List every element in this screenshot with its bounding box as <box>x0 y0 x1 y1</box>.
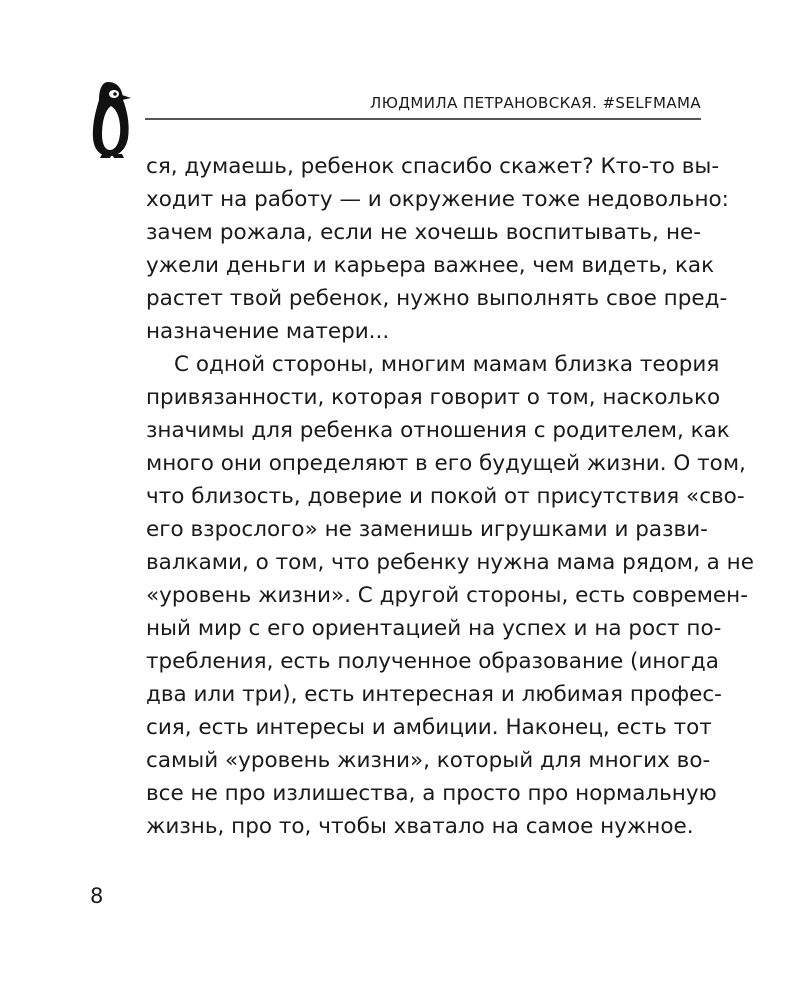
text-line: «уровень жизни». С другой стороны, есть современ- <box>146 583 748 608</box>
text-line: что близость, доверие и покой от присутствия «сво- <box>146 484 745 509</box>
penguin-icon <box>90 80 132 158</box>
text-line: жизнь, про то, чтобы хватало на самое нужное. <box>146 814 694 839</box>
text-line: все не про излишества, а просто про нормальную <box>146 781 717 806</box>
text-line: два или три), есть интересная и любимая профес- <box>146 682 722 707</box>
text-line: привязанности, которая говорит о том, насколько <box>146 385 721 410</box>
text-line: много они определяют в его будущей жизни. О том, <box>146 451 746 476</box>
text-line: С одной стороны, многим мамам близка теория <box>174 352 720 377</box>
running-head: ЛЮДМИЛА ПЕТРАНОВСКАЯ. #SELFMAMA <box>370 94 701 112</box>
text-line: валками, о том, что ребенку нужна мама рядом, а не <box>146 550 754 575</box>
text-line: растет твой ребенок, нужно выполнять свое пред- <box>146 286 728 311</box>
text-line: самый «уровень жизни», который для многих во- <box>146 748 711 773</box>
text-line: его взрослого» не заменишь игрушками и разви- <box>146 517 708 542</box>
text-line: значимы для ребенка отношения с родителем, как <box>146 418 730 443</box>
text-line: зачем рожала, если не хочешь воспитывать, не- <box>146 220 701 245</box>
body-text <box>146 150 754 843</box>
text-line: требления, есть полученное образование (иногда <box>146 649 719 674</box>
text-line: ужели деньги и карьера важнее, чем видеть, как <box>146 253 715 278</box>
text-line: ходит на работу — и окружение тоже недовольно: <box>146 187 729 212</box>
text-line: ся, думаешь, ребенок спасибо скажет? Кто-то вы- <box>146 154 720 179</box>
header-rule <box>145 118 701 120</box>
text-line: сия, есть интересы и амбиции. Наконец, есть тот <box>146 715 712 740</box>
text-line: ный мир с его ориентацией на успех и на рост по- <box>146 616 722 641</box>
page-number: 8 <box>90 884 104 908</box>
text-line: назначение матери... <box>146 319 390 344</box>
